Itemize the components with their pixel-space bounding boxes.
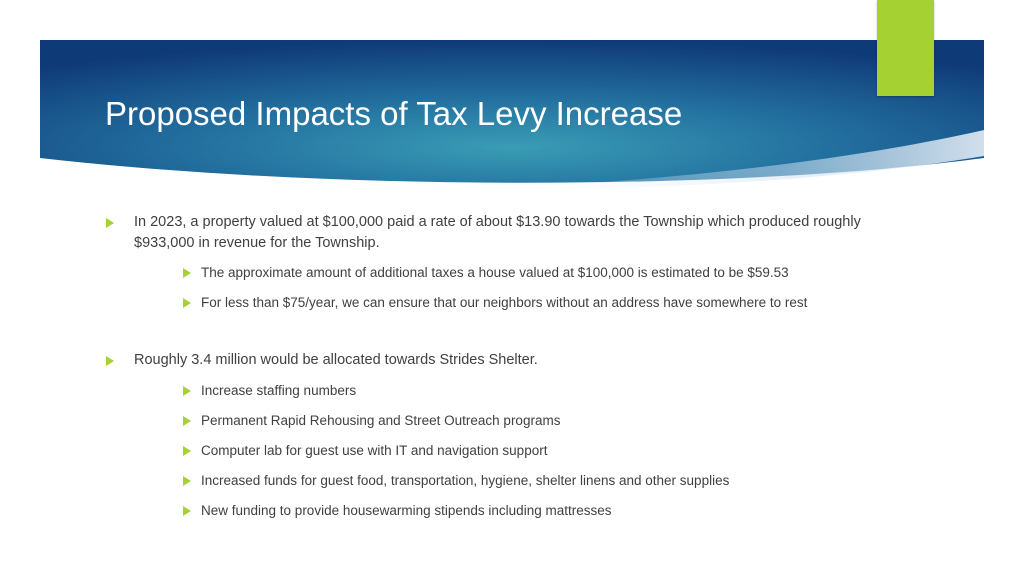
sub-bullet-text: Computer lab for guest use with IT and navigation support [201,443,548,458]
bullet-item [106,212,876,254]
sub-bullet-text: For less than $75/year, we can ensure that our neighbors without an address have somewhere to rest [201,295,808,310]
sub-bullet-item [183,471,923,491]
triangle-bullet-icon [183,506,191,516]
slide-title: Proposed Impacts of Tax Levy Increase [105,95,683,132]
sub-bullet-item [183,381,923,401]
triangle-bullet-icon [183,476,191,486]
triangle-bullet-icon [106,218,114,228]
triangle-bullet-icon [106,356,114,366]
sub-bullet-text: The approximate amount of additional taxes a house valued at $100,000 is estimated to be $59.53 [201,265,789,280]
sub-bullet-item [183,293,923,313]
triangle-bullet-icon [183,416,191,426]
sub-bullet-item [183,501,923,521]
triangle-bullet-icon [183,268,191,278]
triangle-bullet-icon [183,446,191,456]
sub-bullet-item [183,411,923,431]
sub-bullet-item [183,263,923,283]
sub-bullet-text: New funding to provide housewarming stipends including mattresses [201,503,612,518]
bullet-item [106,350,876,371]
sub-bullet-text: Increase staffing numbers [201,383,357,398]
sub-bullet-text: Permanent Rapid Rehousing and Street Outreach programs [201,413,561,428]
bullet-text: In 2023, a property valued at $100,000 paid a rate of about $13.90 towards the Township which produced roughly $933,000 in revenue for the Township. [134,214,861,251]
sub-bullet-text: Increased funds for guest food, transportation, hygiene, shelter linens and other supplies [201,473,730,488]
triangle-bullet-icon [183,298,191,308]
sub-bullet-item [183,441,923,461]
triangle-bullet-icon [183,386,191,396]
bullet-text: Roughly 3.4 million would be allocated towards Strides Shelter. [134,352,538,368]
